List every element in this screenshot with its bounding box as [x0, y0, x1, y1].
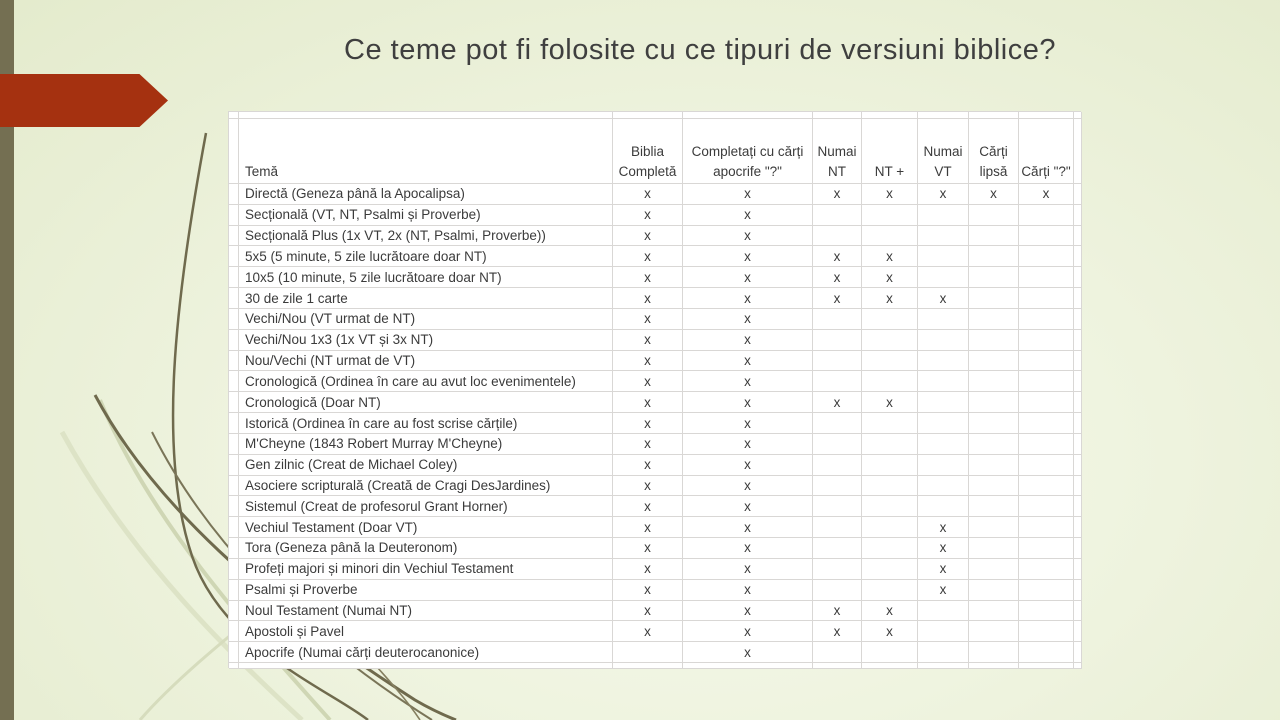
mark-cell: [613, 642, 683, 663]
mark-cell: [969, 476, 1019, 497]
mark-cell: x: [918, 538, 969, 559]
mark-cell: [969, 517, 1019, 538]
mark-cell: [969, 559, 1019, 580]
grid-sliver-cell: [1074, 642, 1082, 663]
mark-cell: x: [918, 184, 969, 205]
mark-cell: x: [683, 205, 813, 226]
mark-cell: x: [683, 267, 813, 288]
mark-cell: [969, 267, 1019, 288]
grid-sliver-cell: [1074, 288, 1082, 309]
mark-cell: [918, 267, 969, 288]
mark-cell: [918, 496, 969, 517]
grid-sliver-cell: [229, 642, 239, 663]
row-label: 10x5 (10 minute, 5 zile lucrătoare doar NT): [239, 267, 613, 288]
mark-cell: x: [683, 226, 813, 247]
mark-cell: x: [613, 351, 683, 372]
mark-cell: x: [813, 621, 862, 642]
mark-cell: x: [683, 476, 813, 497]
row-label: Noul Testament (Numai NT): [239, 601, 613, 622]
mark-cell: [862, 205, 918, 226]
grid-sliver-cell: [229, 112, 239, 119]
mark-cell: [862, 476, 918, 497]
mark-cell: [1019, 413, 1074, 434]
mark-cell: [918, 455, 969, 476]
mark-cell: x: [813, 184, 862, 205]
mark-cell: [1019, 455, 1074, 476]
grid-sliver-cell: [1074, 119, 1082, 184]
mark-cell: x: [613, 496, 683, 517]
mark-cell: x: [683, 580, 813, 601]
mark-cell: [969, 496, 1019, 517]
mark-cell: [969, 538, 1019, 559]
mark-cell: x: [613, 434, 683, 455]
grid-sliver-cell: [229, 413, 239, 434]
grid-sliver-cell: [229, 476, 239, 497]
mark-cell: [969, 642, 1019, 663]
mark-cell: x: [613, 330, 683, 351]
mark-cell: x: [683, 455, 813, 476]
mark-cell: [1019, 434, 1074, 455]
grid-sliver-cell: [1074, 434, 1082, 455]
mark-cell: x: [918, 580, 969, 601]
mark-cell: x: [613, 621, 683, 642]
grid-sliver-cell: [239, 663, 613, 669]
mark-cell: x: [613, 288, 683, 309]
grid-sliver-cell: [613, 663, 683, 669]
mark-cell: [1019, 309, 1074, 330]
mark-cell: [813, 371, 862, 392]
mark-cell: [918, 309, 969, 330]
mark-cell: [918, 621, 969, 642]
mark-cell: [918, 434, 969, 455]
mark-cell: [1019, 205, 1074, 226]
mark-cell: x: [918, 559, 969, 580]
mark-cell: [1019, 538, 1074, 559]
grid-sliver-cell: [1074, 371, 1082, 392]
mark-cell: x: [613, 246, 683, 267]
grid-sliver-cell: [918, 663, 969, 669]
mark-cell: [862, 455, 918, 476]
column-header: Numai VT: [918, 119, 969, 184]
mark-cell: [813, 517, 862, 538]
mark-cell: x: [862, 184, 918, 205]
grid-sliver-cell: [1074, 413, 1082, 434]
grid-sliver-cell: [229, 455, 239, 476]
row-label: 30 de zile 1 carte: [239, 288, 613, 309]
mark-cell: x: [862, 621, 918, 642]
column-header-tema: Temă: [239, 119, 613, 184]
mark-cell: x: [683, 601, 813, 622]
row-label: M'Cheyne (1843 Robert Murray M'Cheyne): [239, 434, 613, 455]
grid-sliver-cell: [1074, 267, 1082, 288]
grid-sliver-cell: [862, 112, 918, 119]
mark-cell: [1019, 351, 1074, 372]
mark-cell: [813, 559, 862, 580]
grid-sliver-cell: [969, 663, 1019, 669]
grid-sliver-cell: [229, 621, 239, 642]
mark-cell: [969, 330, 1019, 351]
mark-cell: [918, 371, 969, 392]
mark-cell: [1019, 267, 1074, 288]
grid-sliver-cell: [239, 112, 613, 119]
row-label: Secțională Plus (1x VT, 2x (NT, Psalmi, Proverbe)): [239, 226, 613, 247]
mark-cell: [862, 434, 918, 455]
mark-cell: [862, 351, 918, 372]
mark-cell: [862, 496, 918, 517]
grid-sliver-cell: [229, 205, 239, 226]
mark-cell: x: [683, 517, 813, 538]
row-label: 5x5 (5 minute, 5 zile lucrătoare doar NT): [239, 246, 613, 267]
grid-sliver-cell: [229, 267, 239, 288]
row-label: Asociere scripturală (Creată de Cragi DesJardines): [239, 476, 613, 497]
mark-cell: x: [613, 476, 683, 497]
grid-sliver-cell: [229, 119, 239, 184]
mark-cell: x: [918, 288, 969, 309]
grid-sliver-cell: [1074, 559, 1082, 580]
mark-cell: [918, 392, 969, 413]
mark-cell: x: [683, 434, 813, 455]
grid-sliver-cell: [1074, 663, 1082, 669]
grid-sliver-cell: [1074, 517, 1082, 538]
grid-sliver-cell: [229, 392, 239, 413]
mark-cell: x: [862, 246, 918, 267]
row-label: Cronologică (Doar NT): [239, 392, 613, 413]
mark-cell: x: [683, 496, 813, 517]
mark-cell: [969, 580, 1019, 601]
mark-cell: x: [862, 288, 918, 309]
mark-cell: x: [683, 621, 813, 642]
mark-cell: x: [613, 517, 683, 538]
grid-sliver-cell: [1074, 601, 1082, 622]
mark-cell: [969, 288, 1019, 309]
mark-cell: x: [862, 601, 918, 622]
mark-cell: [918, 601, 969, 622]
mark-cell: [813, 538, 862, 559]
mark-cell: [813, 309, 862, 330]
grid-sliver-cell: [683, 112, 813, 119]
row-label: Apocrife (Numai cărți deuterocanonice): [239, 642, 613, 663]
grid-sliver-cell: [229, 288, 239, 309]
mark-cell: [813, 476, 862, 497]
mark-cell: x: [1019, 184, 1074, 205]
mark-cell: [1019, 226, 1074, 247]
grid-sliver-cell: [229, 538, 239, 559]
mark-cell: [862, 309, 918, 330]
grid-sliver-cell: [1019, 663, 1074, 669]
row-label: Vechi/Nou (VT urmat de NT): [239, 309, 613, 330]
mark-cell: x: [613, 205, 683, 226]
row-label: Directă (Geneza până la Apocalipsa): [239, 184, 613, 205]
mark-cell: [918, 246, 969, 267]
row-label: Vechi/Nou 1x3 (1x VT și 3x NT): [239, 330, 613, 351]
mark-cell: [918, 642, 969, 663]
grid-sliver-cell: [1074, 580, 1082, 601]
mark-cell: [969, 309, 1019, 330]
mark-cell: x: [683, 413, 813, 434]
grid-sliver-cell: [1074, 226, 1082, 247]
mark-cell: [969, 246, 1019, 267]
mark-cell: [813, 205, 862, 226]
grid-sliver-cell: [229, 601, 239, 622]
mark-cell: [813, 226, 862, 247]
row-label: Nou/Vechi (NT urmat de VT): [239, 351, 613, 372]
mark-cell: x: [813, 392, 862, 413]
mark-cell: x: [683, 392, 813, 413]
grid-sliver-cell: [1074, 538, 1082, 559]
grid-sliver-cell: [1019, 112, 1074, 119]
mark-cell: [969, 621, 1019, 642]
grid-sliver-cell: [229, 351, 239, 372]
grid-sliver-cell: [1074, 476, 1082, 497]
mark-cell: x: [683, 309, 813, 330]
mark-cell: x: [969, 184, 1019, 205]
mark-cell: [813, 351, 862, 372]
grid-sliver-cell: [229, 580, 239, 601]
mark-cell: x: [683, 559, 813, 580]
mark-cell: [918, 205, 969, 226]
mark-cell: [1019, 496, 1074, 517]
mark-cell: [918, 476, 969, 497]
mark-cell: x: [613, 559, 683, 580]
mark-cell: [1019, 476, 1074, 497]
row-label: Profeți majori și minori din Vechiul Testament: [239, 559, 613, 580]
row-label: Tora (Geneza până la Deuteronom): [239, 538, 613, 559]
mark-cell: x: [683, 330, 813, 351]
column-header: NT +: [862, 119, 918, 184]
mark-cell: x: [683, 371, 813, 392]
mark-cell: [969, 205, 1019, 226]
grid-sliver-cell: [1074, 455, 1082, 476]
grid-sliver-cell: [613, 112, 683, 119]
mark-cell: x: [813, 288, 862, 309]
row-label: Vechiul Testament (Doar VT): [239, 517, 613, 538]
row-label: Psalmi și Proverbe: [239, 580, 613, 601]
row-label: Secțională (VT, NT, Psalmi și Proverbe): [239, 205, 613, 226]
grid-sliver-cell: [1074, 112, 1082, 119]
grid-sliver-cell: [229, 184, 239, 205]
grid-sliver-cell: [229, 496, 239, 517]
grid-sliver-cell: [683, 663, 813, 669]
mark-cell: [1019, 559, 1074, 580]
grid-sliver-cell: [229, 559, 239, 580]
mark-cell: [813, 434, 862, 455]
grid-sliver-cell: [1074, 392, 1082, 413]
mark-cell: [862, 559, 918, 580]
mark-cell: x: [613, 413, 683, 434]
mark-cell: x: [683, 642, 813, 663]
grid-sliver-cell: [813, 663, 862, 669]
grid-sliver-cell: [229, 330, 239, 351]
mark-cell: x: [683, 184, 813, 205]
mark-cell: x: [613, 309, 683, 330]
grid-sliver-cell: [918, 112, 969, 119]
mark-cell: [862, 330, 918, 351]
mark-cell: [813, 330, 862, 351]
column-header: Cărți lipsă: [969, 119, 1019, 184]
red-arrow-shape: [0, 74, 168, 127]
mark-cell: x: [813, 267, 862, 288]
mark-cell: [969, 392, 1019, 413]
mark-cell: x: [683, 538, 813, 559]
mark-cell: [969, 434, 1019, 455]
mark-cell: [1019, 330, 1074, 351]
mark-cell: [918, 330, 969, 351]
mark-cell: [862, 517, 918, 538]
row-label: Cronologică (Ordinea în care au avut loc evenimentele): [239, 371, 613, 392]
mark-cell: [969, 455, 1019, 476]
mark-cell: x: [813, 246, 862, 267]
mark-cell: [813, 580, 862, 601]
mark-cell: x: [613, 371, 683, 392]
mark-cell: x: [613, 267, 683, 288]
mark-cell: x: [683, 246, 813, 267]
row-label: Sistemul (Creat de profesorul Grant Horner): [239, 496, 613, 517]
mark-cell: [862, 413, 918, 434]
mark-cell: [1019, 580, 1074, 601]
mark-cell: x: [613, 538, 683, 559]
mark-cell: [1019, 621, 1074, 642]
mark-cell: [1019, 246, 1074, 267]
column-header: Numai NT: [813, 119, 862, 184]
grid-sliver-cell: [1074, 496, 1082, 517]
mark-cell: [1019, 517, 1074, 538]
row-label: Istorică (Ordinea în care au fost scrise cărțile): [239, 413, 613, 434]
mark-cell: [1019, 288, 1074, 309]
slide-title: Ce teme pot fi folosite cu ce tipuri de versiuni biblice?: [344, 34, 1056, 66]
grid-sliver-cell: [813, 112, 862, 119]
mark-cell: [969, 371, 1019, 392]
mark-cell: [1019, 642, 1074, 663]
mark-cell: [813, 642, 862, 663]
mark-cell: [969, 226, 1019, 247]
grid-sliver-cell: [1074, 309, 1082, 330]
grid-sliver-cell: [229, 434, 239, 455]
mark-cell: x: [862, 267, 918, 288]
grid-sliver-cell: [229, 309, 239, 330]
grid-sliver-cell: [1074, 246, 1082, 267]
mark-cell: x: [613, 392, 683, 413]
mark-cell: [918, 226, 969, 247]
column-header: Biblia Completă: [613, 119, 683, 184]
grid-sliver-cell: [229, 663, 239, 669]
mark-cell: x: [613, 580, 683, 601]
mark-cell: x: [683, 351, 813, 372]
grid-sliver-cell: [229, 517, 239, 538]
mark-cell: x: [613, 184, 683, 205]
mark-cell: [862, 538, 918, 559]
grid-sliver-cell: [1074, 330, 1082, 351]
mark-cell: [969, 413, 1019, 434]
grid-sliver-cell: [1074, 621, 1082, 642]
mark-cell: [813, 496, 862, 517]
mark-cell: [969, 351, 1019, 372]
grid-sliver-cell: [1074, 351, 1082, 372]
grid-sliver-cell: [1074, 205, 1082, 226]
mark-cell: [918, 351, 969, 372]
mark-cell: [862, 642, 918, 663]
grid-sliver-cell: [1074, 184, 1082, 205]
grid-sliver-cell: [862, 663, 918, 669]
reading-plans-table: [228, 111, 1081, 668]
mark-cell: [862, 371, 918, 392]
column-header: Cărți "?": [1019, 119, 1074, 184]
mark-cell: x: [862, 392, 918, 413]
mark-cell: [1019, 371, 1074, 392]
mark-cell: [862, 580, 918, 601]
mark-cell: x: [918, 517, 969, 538]
mark-cell: [1019, 601, 1074, 622]
mark-cell: [918, 413, 969, 434]
column-header: Completați cu cărți apocrife "?": [683, 119, 813, 184]
grid-sliver-cell: [229, 371, 239, 392]
mark-cell: x: [613, 455, 683, 476]
mark-cell: [969, 601, 1019, 622]
mark-cell: [1019, 392, 1074, 413]
mark-cell: [813, 413, 862, 434]
mark-cell: x: [683, 288, 813, 309]
row-label: Apostoli și Pavel: [239, 621, 613, 642]
mark-cell: x: [813, 601, 862, 622]
mark-cell: [813, 455, 862, 476]
mark-cell: [862, 226, 918, 247]
grid-sliver-cell: [229, 226, 239, 247]
row-label: Gen zilnic (Creat de Michael Coley): [239, 455, 613, 476]
mark-cell: x: [613, 226, 683, 247]
grid-sliver-cell: [229, 246, 239, 267]
mark-cell: x: [613, 601, 683, 622]
grid-sliver-cell: [969, 112, 1019, 119]
